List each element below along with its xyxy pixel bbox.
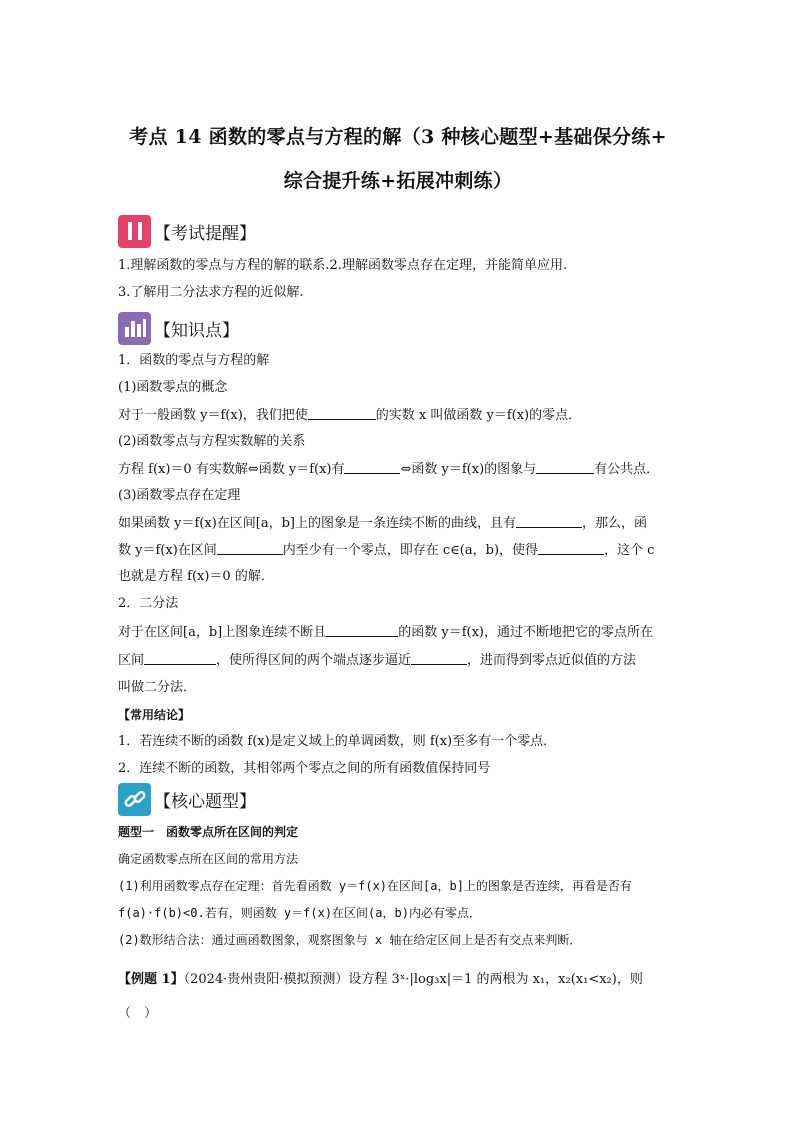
knowledge-l7: [118, 515, 647, 532]
fill-blank: [536, 461, 594, 474]
document-title-line1: 考点 14 函数的零点与方程的解（3 种核心题型+基础保分练+: [129, 126, 667, 148]
method-2: (2)数形结合法：通过画函数图象，观察图象与 x 轴在给定区间上是否有交点来判断．: [118, 933, 582, 947]
knowledge-l15: 1．若连续不断的函数 f(x)是定义域上的单调函数，则 f(x)至多有一个零点．: [118, 734, 557, 749]
common-conclusions-heading: 【常用结论】: [118, 708, 191, 722]
example-label: 【例题 1】: [118, 972, 184, 987]
fill-blank: [516, 515, 582, 528]
text-span: 的函数 y＝f(x)，通过不断地把它的零点所在: [398, 625, 653, 640]
bar-chart-icon: [118, 312, 151, 345]
knowledge-l5: [118, 461, 659, 478]
example-1: [118, 972, 643, 988]
fill-blank: [344, 461, 400, 474]
fill-blank: [411, 652, 467, 665]
core-types-heading: 【核心题型】: [154, 791, 256, 812]
exam-line-1: 1.理解函数的零点与方程的解的联系.2.理解函数零点存在定理，并能简单应用.: [118, 258, 568, 273]
knowledge-l13: 叫做二分法．: [118, 680, 197, 695]
knowledge-l3: [118, 407, 581, 424]
text-span: 数 y＝f(x)在区间: [118, 543, 217, 558]
example-answer-paren: （ ）: [118, 1006, 158, 1021]
text-span: 如果函数 y＝f(x)在区间[a，b]上的图象是一条连续不断的曲线，且有: [118, 516, 516, 531]
exam-reminder-header: [118, 214, 256, 248]
fill-blank: [326, 624, 398, 637]
text-span: 内至少有一个零点，即存在 c∈(a，b)，使得: [282, 543, 539, 558]
knowledge-l8: [118, 542, 654, 559]
text-span: 对于一般函数 y＝f(x)，我们把使: [118, 408, 308, 423]
knowledge-l10: 2．二分法: [118, 596, 179, 611]
text-span: ，进而得到零点近似值的方法: [467, 653, 637, 668]
fill-blank: [144, 652, 216, 665]
roman-two-icon: [118, 215, 151, 248]
knowledge-l4: (2)函数零点与方程实数解的关系: [118, 434, 306, 449]
fill-blank: [538, 542, 604, 555]
method-1b: f(a)·f(b)<0.若有，则函数 y＝f(x)在区间(a，b)内必有零点．: [118, 906, 481, 920]
example-text: （2024·贵州贵阳·模拟预测）设方程 3ˣ·|log₃x|＝1 的两根为 x₁，x₂(x₁<x₂)，则: [183, 972, 643, 987]
exam-line-2: 3.了解用二分法求方程的近似解.: [118, 285, 304, 300]
text-span: 有公共点．: [594, 462, 660, 477]
text-span: 的实数 x 叫做函数 y＝f(x)的零点．: [375, 408, 582, 423]
knowledge-l1: 1．函数的零点与方程的解: [118, 353, 270, 368]
knowledge-header: [118, 311, 239, 345]
text-span: 方程 f(x)＝0 有实数解⇔函数 y＝f(x)有: [118, 462, 345, 477]
document-title-line2: 综合提升练+拓展冲刺练）: [283, 170, 513, 192]
text-span: ，这个 c: [604, 543, 655, 558]
method-heading: 确定函数零点所在区间的常用方法: [118, 852, 299, 866]
text-span: ⇔函数 y＝f(x)的图象与: [400, 462, 537, 477]
link-icon: [118, 783, 151, 816]
text-span: ，使所得区间的两个端点逐步逼近: [216, 653, 412, 668]
knowledge-l16: 2．连续不断的函数，其相邻两个零点之间的所有函数值保持同号: [118, 761, 491, 776]
text-span: 区间: [118, 653, 145, 668]
knowledge-l2: (1)函数零点的概念: [118, 380, 228, 395]
fill-blank: [308, 407, 376, 420]
type-one-title: 题型一 函数零点所在区间的判定: [118, 825, 299, 839]
exam-reminder-heading: 【考试提醒】: [154, 223, 256, 244]
method-1a: (1)利用函数零点存在定理：首先看函数 y＝f(x)在区间[a，b]上的图象是否连续，再看是否有: [118, 879, 632, 893]
text-span: ，那么，函: [581, 516, 647, 531]
knowledge-l9: 也就是方程 f(x)＝0 的解．: [118, 569, 274, 584]
knowledge-l12: [118, 652, 636, 669]
knowledge-l6: (3)函数零点存在定理: [118, 488, 241, 503]
knowledge-heading: 【知识点】: [154, 320, 239, 341]
knowledge-l11: [118, 624, 653, 641]
text-span: 对于在区间[a，b]上图象连续不断且: [118, 625, 327, 640]
core-types-header: [118, 782, 256, 816]
fill-blank: [217, 542, 283, 555]
